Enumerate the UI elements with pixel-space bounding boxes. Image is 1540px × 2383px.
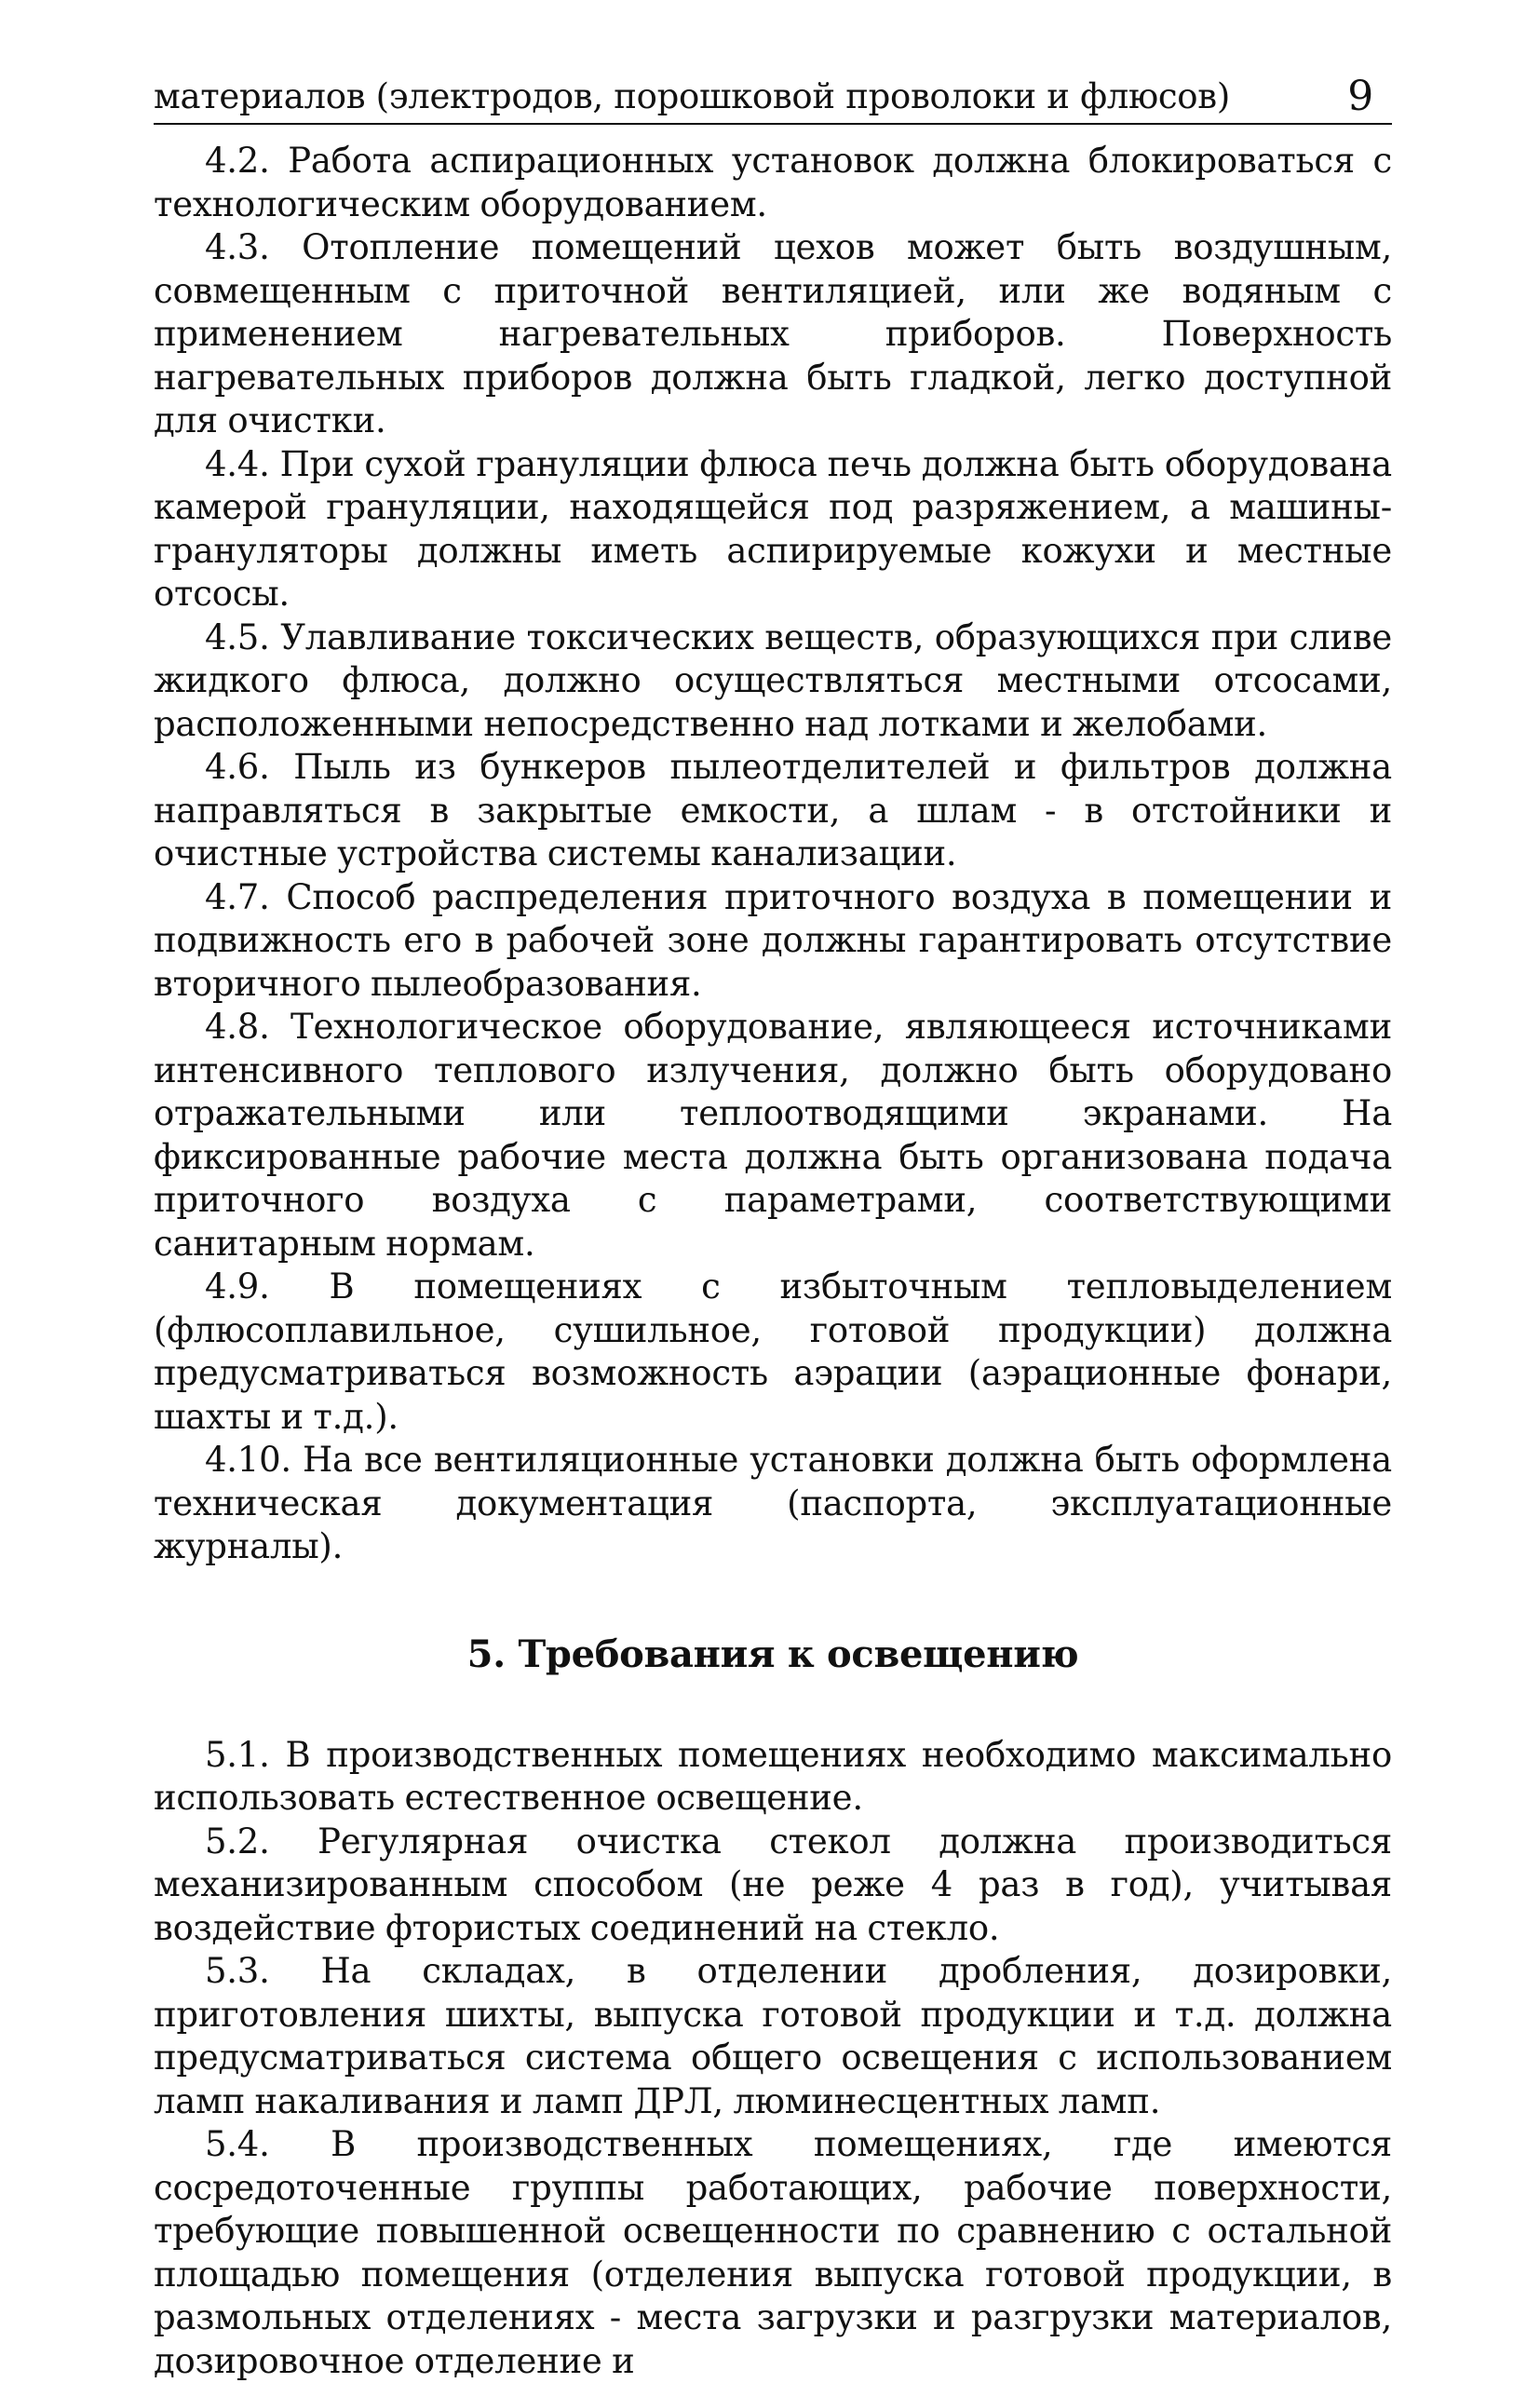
paragraph-5-1: 5.1. В производственных помещениях необходимо максимально использовать естественное освещение. [154,1734,1392,1821]
paragraph-4-5: 4.5. Улавливание токсических веществ, образующихся при сливе жидкого флюса, должно осуществляться местными отсосами, расположенными непосредственно над лотками и желобами. [154,616,1392,747]
section-4-body [154,140,1392,1569]
paragraph-4-2: 4.2. Работа аспирационных установок должна блокироваться с технологическим оборудованием. [154,140,1392,226]
paragraph-4-4: 4.4. При сухой грануляции флюса печь должна быть оборудована камерой грануляции, находящейся под разряжением, а машины-грануляторы должны иметь аспирируемые кожухи и местные отсосы. [154,443,1392,616]
paragraph-4-9: 4.9. В помещениях с избыточным тепловыделением (флюсоплавильное, сушильное, готовой продукции) должна предусматриваться возможность аэрации (аэрационные фонари, шахты и т.д.). [154,1266,1392,1439]
section-5-body [154,1734,1392,2383]
page-number: 9 [1347,74,1392,119]
document-page [154,74,1392,2383]
running-header [154,74,1392,125]
paragraph-4-8: 4.8. Технологическое оборудование, являющееся источниками интенсивного теплового излучения, должно быть оборудовано отражательными или теплоотводящими экранами. На фиксированные рабочие места должна быть организована подача приточного воздуха с параметрами, соответствующими санитарным нормам. [154,1006,1392,1266]
paragraph-5-2: 5.2. Регулярная очистка стекол должна производиться механизированным способом (не реже 4 раз в год), учитывая воздействие фтористых соединений на стекло. [154,1821,1392,1951]
section-5-heading: 5. Требования к освещению [154,1632,1392,1676]
paragraph-5-3: 5.3. На складах, в отделении дробления, дозировки, приготовления шихты, выпуска готовой продукции и т.д. должна предусматриваться система общего освещения с использованием ламп накаливания и ламп ДРЛ, люминесцентных ламп. [154,1950,1392,2123]
paragraph-5-4: 5.4. В производственных помещениях, где имеются сосредоточенные группы работающих, рабочие поверхности, требующие повышенной освещенности по сравнению с остальной площадью помещения (отделения выпуска готовой продукции, в размольных отделениях - места загрузки и разгрузки материалов, дозировочное отделение и [154,2123,1392,2383]
paragraph-4-10: 4.10. На все вентиляционные установки должна быть оформлена техническая документация (паспорта, эксплуатационные журналы). [154,1439,1392,1569]
paragraph-4-6: 4.6. Пыль из бункеров пылеотделителей и фильтров должна направляться в закрытые емкости, а шлам - в отстойники и очистные устройства системы канализации. [154,746,1392,876]
running-title: материалов (электродов, порошковой проволоки и флюсов) [154,74,1230,119]
paragraph-4-3: 4.3. Отопление помещений цехов может быть воздушным, совмещенным с приточной вентиляцией, или же водяным с применением нагревательных приборов. Поверхность нагревательных приборов должна быть гладкой, легко доступной для очистки. [154,226,1392,443]
paragraph-4-7: 4.7. Способ распределения приточного воздуха в помещении и подвижность его в рабочей зоне должны гарантировать отсутствие вторичного пылеобразования. [154,876,1392,1007]
